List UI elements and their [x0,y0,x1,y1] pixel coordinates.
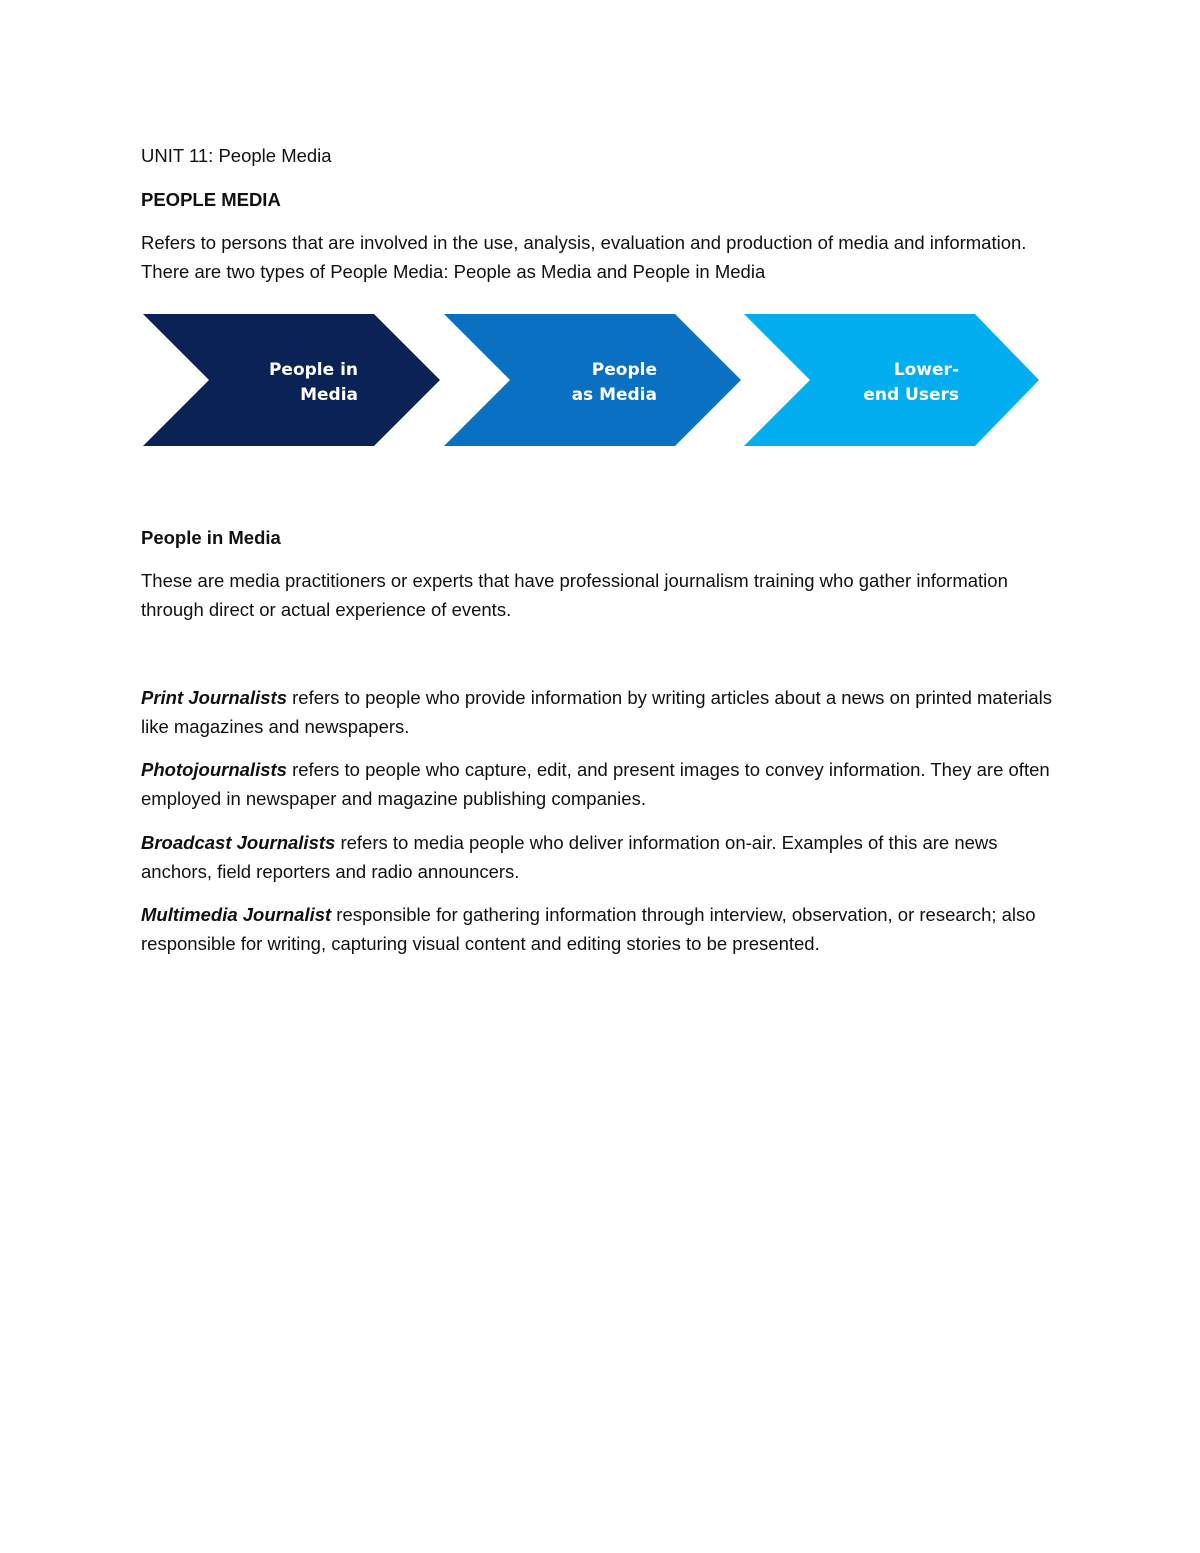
chevron-shape [444,314,741,446]
unit-title: UNIT 11: People Media [141,145,332,166]
chevron-people-in-media [143,314,440,446]
chevron-label-line1: Lower- [893,360,959,380]
definition-term: Broadcast Journalists [141,832,336,853]
chevron-lower-end-users [744,314,1039,446]
section-heading: PEOPLE MEDIA [141,189,281,210]
definition-multimedia-journalist [141,901,1071,958]
definition-broadcast-journalists [141,829,1071,886]
intro-paragraph: Refers to persons that are involved in the use, analysis, evaluation and production of media and information. There are two types of People Media: People as Media and People in Media [141,232,1027,282]
people-in-media-heading: People in Media [141,527,281,548]
definition-text: refers to people who capture, edit, and present images to convey information. They are often employed in newspaper and magazine publishing companies. [141,759,1050,809]
definition-text: refers to people who provide information by writing articles about a news on printed materials like magazines and newspapers. [141,687,1053,737]
definition-text: responsible for gathering information through interview, observation, or research; also responsible for writing, capturing visual content and editing stories to be presented. [141,904,1036,954]
chevron-people-as-media [444,314,741,446]
definition-term: Photojournalists [141,759,287,780]
chevron-shape [744,314,1039,446]
definition-photojournalists [141,756,1071,813]
definition-text: refers to media people who deliver information on-air. Examples of this are news anchors, field reporters and radio announcers. [141,832,998,882]
chevron-label-line2: Media [300,385,358,405]
people-in-media-description: These are media practitioners or experts that have professional journalism training who gather information through direct or actual experience of events. [141,570,1008,620]
people-media-diagram [141,314,1041,446]
chevron-label-line2: end Users [863,385,959,405]
chevron-label-line1: People [591,360,657,380]
definition-term: Print Journalists [141,687,287,708]
chevron-label-line1: People in [268,360,358,380]
chevron-shape [143,314,440,446]
definition-term: Multimedia Journalist [141,904,332,925]
chevron-label-line2: as Media [571,385,657,405]
definition-print-journalists [141,684,1071,741]
